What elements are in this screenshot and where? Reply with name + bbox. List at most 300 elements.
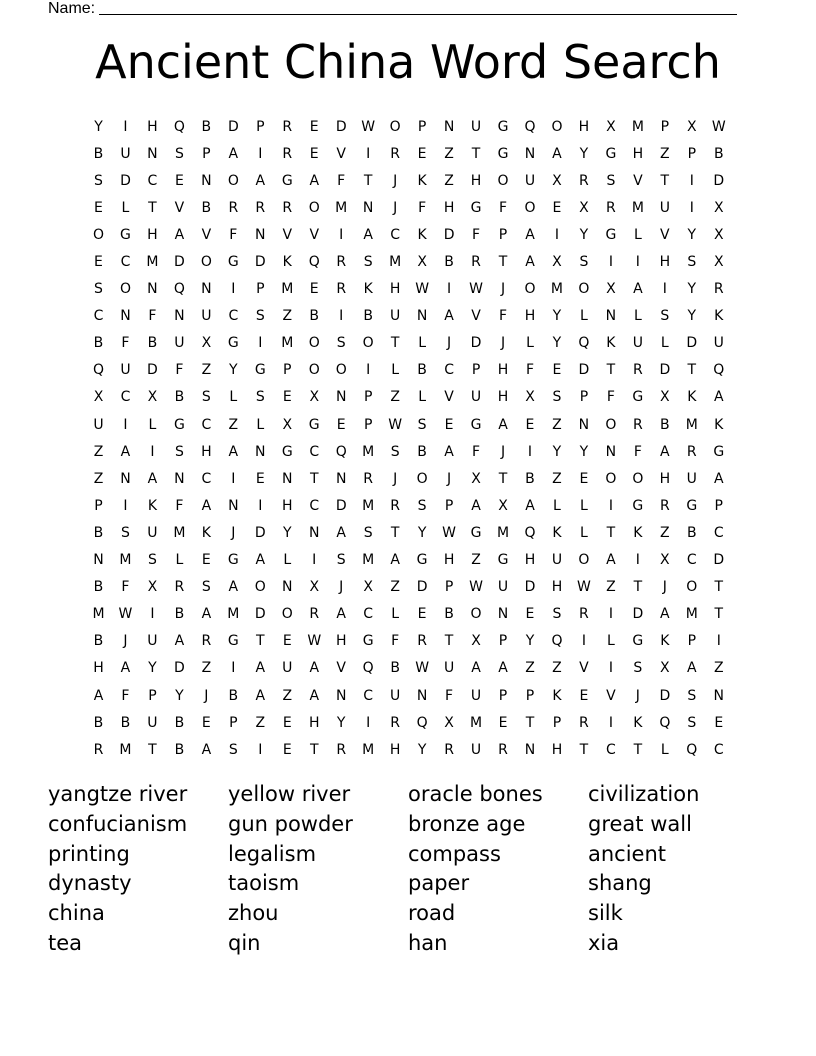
grid-letter: D bbox=[335, 497, 347, 514]
grid-letter: G bbox=[632, 389, 644, 406]
word-list-item: great wall bbox=[588, 811, 692, 836]
grid-letter: P bbox=[444, 579, 454, 596]
grid-letter: G bbox=[254, 362, 266, 379]
grid-letter: G bbox=[416, 552, 428, 569]
grid-letter: L bbox=[391, 362, 400, 379]
grid-letter: A bbox=[309, 687, 320, 704]
grid-letter: W bbox=[442, 524, 456, 541]
letter-grid bbox=[85, 113, 732, 763]
grid-letter: V bbox=[201, 226, 212, 243]
grid-letter: T bbox=[633, 579, 643, 596]
grid-letter: F bbox=[121, 687, 130, 704]
grid-letter: H bbox=[308, 714, 320, 731]
grid-letter: I bbox=[554, 226, 560, 243]
grid-letter: O bbox=[686, 579, 698, 596]
grid-letter: M bbox=[173, 524, 186, 541]
grid-letter: M bbox=[631, 118, 644, 135]
grid-letter: V bbox=[579, 660, 589, 677]
grid-letter: A bbox=[93, 687, 104, 704]
grid-letter: H bbox=[632, 145, 644, 162]
grid-letter: B bbox=[93, 335, 104, 352]
grid-letter: O bbox=[227, 172, 239, 189]
grid-letter: P bbox=[714, 497, 723, 514]
word-list-item: gun powder bbox=[228, 811, 353, 836]
grid-letter: I bbox=[527, 443, 533, 460]
grid-letter: V bbox=[336, 660, 346, 677]
grid-letter: I bbox=[150, 606, 155, 623]
grid-letter: D bbox=[147, 362, 158, 379]
grid-letter: E bbox=[579, 470, 589, 487]
grid-letter: L bbox=[633, 308, 642, 325]
grid-letter: X bbox=[363, 579, 373, 596]
grid-letter: R bbox=[659, 497, 670, 514]
grid-letter: U bbox=[201, 308, 212, 325]
grid-letter: E bbox=[201, 552, 211, 569]
grid-letter: A bbox=[660, 443, 670, 460]
grid-letter: B bbox=[444, 606, 454, 623]
grid-letter: C bbox=[147, 172, 158, 189]
grid-letter: Z bbox=[390, 389, 400, 406]
grid-letter: T bbox=[471, 145, 481, 162]
grid-letter: F bbox=[337, 172, 346, 189]
grid-letter: Y bbox=[552, 335, 562, 352]
grid-letter: I bbox=[689, 172, 694, 189]
grid-letter: P bbox=[579, 389, 589, 406]
word-list-item: dynasty bbox=[48, 871, 132, 896]
grid-letter: Z bbox=[444, 145, 454, 162]
grid-letter: P bbox=[363, 416, 373, 433]
grid-letter: J bbox=[393, 172, 398, 189]
grid-letter: K bbox=[714, 416, 724, 433]
word-list-item: civilization bbox=[588, 782, 700, 806]
grid-letter: X bbox=[498, 497, 508, 514]
grid-letter: Q bbox=[713, 362, 725, 379]
grid-letter: K bbox=[552, 687, 562, 704]
grid-letter: T bbox=[148, 199, 157, 216]
grid-letter: R bbox=[579, 172, 589, 189]
grid-letter: G bbox=[281, 172, 293, 189]
grid-letter: O bbox=[470, 606, 482, 623]
grid-letter: G bbox=[470, 416, 482, 433]
grid-letter: K bbox=[552, 524, 562, 541]
grid-letter: F bbox=[175, 362, 184, 379]
grid-letter: C bbox=[686, 552, 697, 569]
grid-letter: K bbox=[363, 281, 373, 298]
grid-letter: X bbox=[713, 254, 724, 271]
grid-letter: J bbox=[339, 579, 344, 596]
grid-letter: Y bbox=[552, 443, 562, 460]
grid-letter: B bbox=[93, 524, 104, 541]
grid-letter: I bbox=[608, 714, 613, 731]
grid-letter: A bbox=[147, 470, 158, 487]
name-underline bbox=[99, 0, 737, 15]
grid-letter: H bbox=[524, 308, 536, 325]
grid-letter: N bbox=[201, 281, 212, 298]
grid-letter: H bbox=[551, 579, 563, 596]
grid-letter: O bbox=[200, 254, 212, 271]
grid-letter: C bbox=[201, 416, 212, 433]
grid-letter: L bbox=[229, 389, 238, 406]
grid-letter: L bbox=[580, 524, 588, 541]
grid-letter: I bbox=[123, 416, 128, 433]
grid-letter: D bbox=[416, 579, 428, 596]
grid-letter: C bbox=[606, 741, 616, 758]
grid-letter: P bbox=[660, 118, 670, 135]
grid-letter: A bbox=[713, 389, 724, 406]
grid-letter: R bbox=[201, 633, 212, 650]
grid-letter: S bbox=[255, 308, 265, 325]
grid-letter: M bbox=[362, 497, 375, 514]
grid-letter: B bbox=[417, 443, 427, 460]
grid-letter: K bbox=[633, 524, 643, 541]
grid-letter: S bbox=[687, 254, 697, 271]
grid-letter: I bbox=[258, 335, 263, 352]
grid-letter: X bbox=[201, 335, 212, 352]
grid-letter: I bbox=[608, 660, 613, 677]
grid-letter: Y bbox=[687, 308, 697, 325]
grid-letter: P bbox=[229, 714, 238, 731]
grid-letter: B bbox=[93, 633, 104, 650]
grid-letter: V bbox=[606, 687, 616, 704]
grid-letter: B bbox=[525, 470, 535, 487]
grid-letter: M bbox=[335, 199, 348, 216]
grid-letter: O bbox=[389, 118, 401, 135]
grid-letter: H bbox=[389, 741, 401, 758]
grid-letter: S bbox=[606, 172, 616, 189]
word-list-item: tea bbox=[48, 930, 83, 955]
grid-letter: E bbox=[579, 687, 589, 704]
grid-letter: T bbox=[498, 254, 508, 271]
grid-letter: R bbox=[174, 579, 185, 596]
grid-letter: E bbox=[282, 741, 292, 758]
grid-letter: Q bbox=[524, 118, 536, 135]
grid-letter: A bbox=[713, 470, 724, 487]
grid-letter: L bbox=[148, 416, 157, 433]
grid-letter: Z bbox=[713, 660, 724, 677]
grid-letter: S bbox=[417, 416, 427, 433]
word-list-item: oracle bones bbox=[408, 782, 543, 806]
grid-letter: I bbox=[447, 281, 452, 298]
grid-letter: H bbox=[659, 254, 671, 271]
grid-letter: S bbox=[255, 389, 265, 406]
grid-letter: P bbox=[283, 362, 292, 379]
grid-letter: I bbox=[258, 741, 263, 758]
grid-letter: M bbox=[685, 416, 698, 433]
grid-letter: B bbox=[147, 335, 158, 352]
grid-letter: T bbox=[660, 172, 670, 189]
grid-letter: W bbox=[469, 281, 483, 298]
grid-letter: R bbox=[336, 741, 347, 758]
grid-letter: C bbox=[120, 389, 131, 406]
grid-letter: W bbox=[711, 118, 726, 135]
grid-letter: T bbox=[309, 741, 319, 758]
grid-letter: G bbox=[497, 118, 509, 135]
grid-letter: S bbox=[121, 524, 130, 541]
grid-letter: F bbox=[633, 443, 642, 460]
grid-letter: N bbox=[578, 416, 590, 433]
grid-letter: U bbox=[174, 335, 185, 352]
grid-letter: E bbox=[417, 145, 427, 162]
grid-letter: R bbox=[336, 281, 347, 298]
grid-letter: Q bbox=[659, 714, 671, 731]
grid-letter: A bbox=[498, 416, 508, 433]
grid-letter: Y bbox=[687, 281, 697, 298]
grid-letter: L bbox=[418, 335, 427, 352]
grid-letter: H bbox=[659, 470, 671, 487]
grid-letter: K bbox=[687, 389, 697, 406]
grid-letter: Z bbox=[282, 308, 293, 325]
grid-letter: B bbox=[174, 389, 185, 406]
word-list-item: china bbox=[48, 901, 105, 926]
grid-letter: Z bbox=[606, 579, 616, 596]
grid-letter: J bbox=[231, 524, 236, 541]
grid-letter: I bbox=[608, 254, 613, 271]
grid-letter: F bbox=[472, 226, 481, 243]
word-list bbox=[48, 779, 768, 958]
grid-letter: F bbox=[445, 687, 454, 704]
grid-letter: P bbox=[256, 281, 265, 298]
grid-letter: E bbox=[94, 254, 103, 271]
grid-letter: Z bbox=[390, 579, 400, 596]
grid-letter: F bbox=[148, 308, 157, 325]
grid-letter: H bbox=[497, 362, 509, 379]
grid-letter: A bbox=[309, 172, 320, 189]
grid-letter: C bbox=[713, 524, 724, 541]
grid-letter: I bbox=[150, 443, 155, 460]
grid-letter: O bbox=[362, 335, 374, 352]
grid-letter: R bbox=[255, 199, 266, 216]
grid-letter: L bbox=[633, 226, 642, 243]
grid-letter: M bbox=[631, 199, 644, 216]
grid-letter: O bbox=[632, 470, 644, 487]
grid-letter: X bbox=[471, 470, 481, 487]
grid-letter: E bbox=[498, 714, 508, 731]
grid-letter: D bbox=[227, 118, 239, 135]
grid-letter: O bbox=[551, 118, 563, 135]
grid-letter: O bbox=[281, 606, 293, 623]
grid-letter: M bbox=[470, 714, 483, 731]
grid-letter: E bbox=[552, 362, 562, 379]
grid-letter: Z bbox=[660, 524, 670, 541]
grid-letter: D bbox=[443, 226, 455, 243]
grid-letter: J bbox=[447, 335, 452, 352]
grid-letter: Y bbox=[175, 687, 184, 704]
grid-letter: U bbox=[282, 660, 293, 677]
grid-letter: E bbox=[201, 714, 211, 731]
grid-letter: C bbox=[444, 362, 454, 379]
grid-letter: P bbox=[498, 226, 508, 243]
word-list-item: paper bbox=[408, 871, 470, 896]
word-list-item: bronze age bbox=[408, 811, 526, 836]
grid-letter: N bbox=[335, 470, 347, 487]
grid-letter: B bbox=[228, 687, 239, 704]
grid-letter: P bbox=[687, 633, 697, 650]
grid-letter: Z bbox=[93, 443, 104, 460]
grid-letter: D bbox=[659, 362, 671, 379]
grid-letter: W bbox=[469, 579, 483, 596]
grid-letter: U bbox=[497, 579, 509, 596]
grid-letter: E bbox=[525, 606, 535, 623]
grid-letter: Y bbox=[687, 226, 697, 243]
grid-letter: S bbox=[201, 579, 211, 596]
grid-letter: E bbox=[444, 416, 454, 433]
grid-letter: N bbox=[228, 497, 239, 514]
grid-letter: N bbox=[255, 226, 266, 243]
grid-letter: J bbox=[204, 687, 209, 704]
grid-letter: X bbox=[309, 389, 320, 406]
grid-letter: A bbox=[525, 226, 535, 243]
grid-letter: R bbox=[632, 362, 643, 379]
grid-letter: M bbox=[281, 335, 294, 352]
grid-letter: Y bbox=[229, 362, 238, 379]
grid-letter: X bbox=[606, 118, 616, 135]
grid-letter: B bbox=[444, 254, 454, 271]
grid-letter: H bbox=[201, 443, 212, 460]
grid-letter: T bbox=[256, 633, 265, 650]
word-list-item: zhou bbox=[228, 901, 279, 926]
grid-letter: A bbox=[228, 145, 239, 162]
grid-letter: W bbox=[577, 579, 591, 596]
grid-letter: X bbox=[525, 389, 535, 406]
grid-letter: V bbox=[633, 172, 643, 189]
grid-letter: L bbox=[660, 335, 669, 352]
grid-letter: N bbox=[713, 687, 724, 704]
word-list-item: silk bbox=[588, 901, 623, 926]
grid-letter: F bbox=[472, 443, 481, 460]
grid-letter: T bbox=[390, 335, 400, 352]
grid-letter: Y bbox=[579, 226, 589, 243]
grid-letter: X bbox=[147, 579, 158, 596]
grid-letter: M bbox=[227, 606, 240, 623]
grid-letter: O bbox=[254, 579, 266, 596]
grid-letter: S bbox=[687, 714, 697, 731]
grid-letter: E bbox=[309, 281, 319, 298]
grid-letter: S bbox=[633, 660, 643, 677]
grid-letter: C bbox=[93, 308, 104, 325]
grid-letter: S bbox=[147, 552, 157, 569]
grid-letter: I bbox=[366, 714, 371, 731]
grid-letter: G bbox=[227, 254, 239, 271]
grid-letter: L bbox=[175, 552, 184, 569]
grid-letter: E bbox=[174, 172, 184, 189]
grid-letter: N bbox=[605, 443, 617, 460]
grid-letter: F bbox=[229, 226, 238, 243]
grid-letter: X bbox=[660, 552, 670, 569]
grid-letter: I bbox=[635, 552, 640, 569]
grid-letter: L bbox=[121, 199, 130, 216]
grid-letter: G bbox=[497, 552, 509, 569]
grid-letter: I bbox=[366, 145, 371, 162]
word-list-item: confucianism bbox=[48, 811, 188, 836]
grid-letter: B bbox=[417, 362, 427, 379]
grid-letter: V bbox=[282, 226, 293, 243]
grid-letter: I bbox=[689, 199, 694, 216]
grid-letter: A bbox=[633, 281, 643, 298]
grid-letter: U bbox=[524, 172, 536, 189]
grid-letter: O bbox=[605, 470, 617, 487]
grid-letter: P bbox=[687, 145, 697, 162]
grid-letter: M bbox=[389, 254, 402, 271]
grid-letter: Z bbox=[471, 552, 481, 569]
grid-letter: S bbox=[228, 741, 238, 758]
grid-letter: P bbox=[498, 633, 508, 650]
grid-letter: A bbox=[255, 552, 266, 569]
grid-letter: O bbox=[308, 199, 320, 216]
grid-letter: S bbox=[417, 497, 427, 514]
grid-letter: G bbox=[281, 443, 293, 460]
grid-letter: U bbox=[686, 470, 697, 487]
grid-letter: P bbox=[444, 497, 454, 514]
grid-letter: N bbox=[174, 470, 185, 487]
grid-letter: Y bbox=[282, 524, 292, 541]
grid-letter: R bbox=[471, 254, 481, 271]
grid-letter: H bbox=[282, 497, 293, 514]
grid-letter: E bbox=[282, 389, 292, 406]
grid-letter: P bbox=[202, 145, 211, 162]
grid-letter: J bbox=[123, 633, 128, 650]
grid-letter: N bbox=[147, 281, 158, 298]
word-list-item: xia bbox=[588, 930, 620, 955]
grid-letter: H bbox=[147, 118, 158, 135]
grid-letter: M bbox=[281, 281, 294, 298]
grid-letter: U bbox=[470, 741, 482, 758]
grid-letter: H bbox=[335, 633, 347, 650]
grid-letter: J bbox=[500, 335, 506, 352]
grid-letter: H bbox=[147, 226, 158, 243]
grid-letter: G bbox=[470, 199, 482, 216]
grid-letter: Y bbox=[579, 443, 589, 460]
grid-letter: D bbox=[686, 335, 698, 352]
grid-letter: X bbox=[93, 389, 104, 406]
grid-letter: K bbox=[633, 714, 643, 731]
grid-letter: Q bbox=[362, 660, 374, 677]
grid-letter: I bbox=[312, 552, 317, 569]
grid-letter: V bbox=[471, 308, 481, 325]
grid-letter: O bbox=[416, 470, 428, 487]
grid-letter: B bbox=[713, 145, 724, 162]
grid-letter: N bbox=[93, 552, 104, 569]
grid-letter: E bbox=[94, 199, 103, 216]
grid-letter: J bbox=[393, 470, 398, 487]
grid-letter: N bbox=[605, 308, 617, 325]
grid-letter: D bbox=[254, 606, 266, 623]
grid-letter: R bbox=[282, 145, 293, 162]
grid-letter: G bbox=[632, 497, 644, 514]
grid-letter: D bbox=[254, 524, 266, 541]
grid-letter: R bbox=[579, 714, 589, 731]
grid-letter: Z bbox=[282, 687, 293, 704]
grid-letter: U bbox=[632, 335, 643, 352]
grid-letter: T bbox=[633, 741, 643, 758]
word-list-item: qin bbox=[228, 930, 261, 955]
grid-letter: L bbox=[418, 389, 427, 406]
grid-letter: N bbox=[497, 606, 509, 623]
grid-letter: O bbox=[119, 281, 131, 298]
grid-letter: R bbox=[390, 714, 400, 731]
grid-letter: O bbox=[578, 281, 590, 298]
grid-letter: J bbox=[447, 470, 452, 487]
grid-letter: I bbox=[608, 497, 613, 514]
grid-letter: T bbox=[606, 524, 616, 541]
grid-letter: T bbox=[444, 633, 454, 650]
grid-letter: R bbox=[632, 416, 643, 433]
grid-letter: X bbox=[552, 172, 562, 189]
grid-letter: B bbox=[390, 660, 400, 677]
grid-letter: A bbox=[120, 660, 131, 677]
grid-letter: Z bbox=[552, 416, 562, 433]
grid-letter: Q bbox=[173, 281, 185, 298]
grid-letter: U bbox=[120, 145, 131, 162]
